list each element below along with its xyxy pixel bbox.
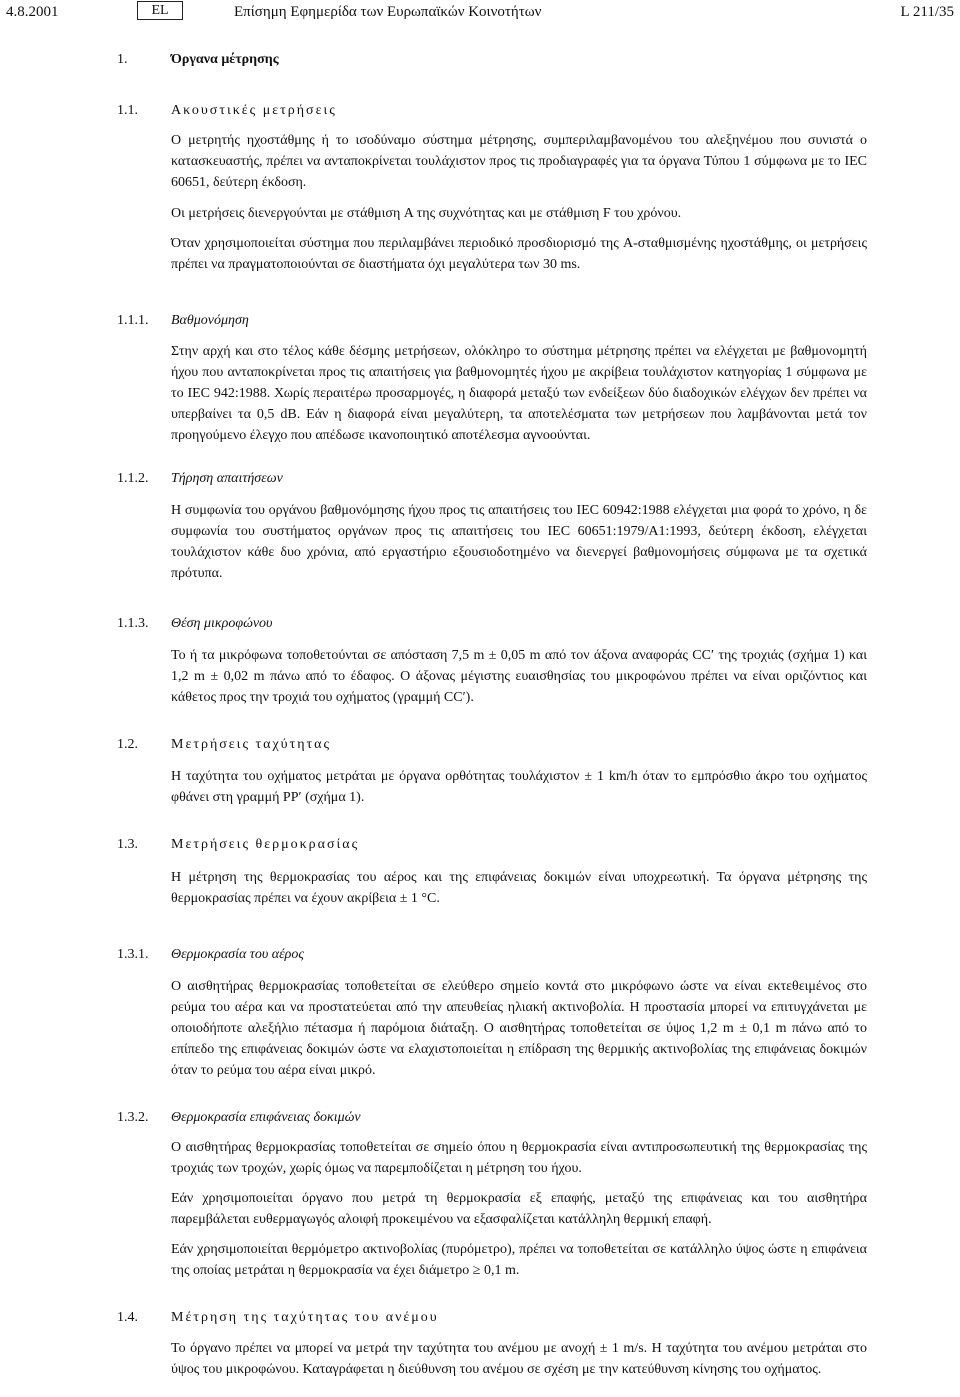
section-number: 1.3. bbox=[117, 837, 138, 852]
section-title: Βαθμονόμηση bbox=[171, 313, 249, 328]
paragraph: Η μέτρηση της θερμοκρασίας του αέρος και της επιφάνειας δοκιμών είναι υποχρεωτική. Τα όργανα μέτρησης της θερμοκρασίας πρέπει να έχουν ακρίβεια ± 1 °C. bbox=[171, 870, 867, 906]
paragraph: Ο μετρητής ηχοστάθμης ή το ισοδύναμο σύστημα μέτρησης, συμπεριλαμβανομένου του αλεξηνέμου που συνιστά ο κατασκευαστής, πρέπει να ανταποκρίνεται τουλάχιστον προς τις προδιαγραφές για τα όργανα Τύπου 1 σύμφωνα με το IEC 60651, δεύτερη έκδοση. bbox=[171, 133, 867, 190]
paragraph: Όταν χρησιμοποιείται σύστημα που περιλαμβάνει περιοδικό προσδιορισμό της A-σταθμισμένης ηχοστάθμης, οι μετρήσεις πρέπει να πραγματοποιούνται σε διαστήματα όχι μεγαλύτερα των 30 ms. bbox=[171, 236, 867, 272]
section-number: 1.4. bbox=[117, 1310, 138, 1325]
section-title: Θέση μικροφώνου bbox=[171, 616, 273, 631]
section-title: Ακουστικές μετρήσεις bbox=[171, 103, 337, 118]
header-page-ref: L 211/35 bbox=[900, 4, 954, 20]
section-title: Μετρήσεις ταχύτητας bbox=[171, 737, 332, 752]
section-title: Μετρήσεις θερμοκρασίας bbox=[171, 837, 360, 852]
section-title: Θερμοκρασία του αέρος bbox=[171, 947, 305, 962]
section-number: 1.1.2. bbox=[117, 471, 149, 486]
paragraph: Το όργανο πρέπει να μπορεί να μετρά την ταχύτητα του ανέμου με ανοχή ± 1 m/s. Η ταχύτητα του ανέμου μετράται στο ύψος του μικροφώνου. Καταγράφεται η διεύθυνση του ανέμου σε σχέση με την κατεύθυνση κίνησης του οχήματος. bbox=[171, 1341, 867, 1377]
section-title: Όργανα μέτρησης bbox=[171, 52, 279, 67]
page-header bbox=[0, 0, 960, 24]
paragraph: Εάν χρησιμοποιείται όργανο που μετρά τη θερμοκρασία εξ επαφής, μεταξύ της επιφάνειας και του αισθητήρα παρεμβάλεται ευθερμαγωγός αλοιφή προκειμένου να εξασφαλίζεται κατάλληλη θερμική επαφή. bbox=[171, 1191, 867, 1227]
paragraph: Η συμφωνία του οργάνου βαθμονόμησης ήχου προς τις απαιτήσεις του IEC 60942:1988 ελέγχεται μια φορά το χρόνο, η δε συμφωνία του συστήματος οργάνων προς τις απαιτήσεις του IEC 60651:1979/A1:1993, δεύτερη έκδοση, ελέγχεται τουλάχιστον κάθε δυο χρόνια, από εργαστήριο εξουσιοδοτημένο να διενεργεί βαθμονομήσεις σύμφωνα με τα σχετικά πρότυπα. bbox=[171, 503, 867, 581]
section-title: Τήρηση απαιτήσεων bbox=[171, 471, 283, 486]
section-number: 1.1.3. bbox=[117, 616, 149, 631]
paragraph: Ο αισθητήρας θερμοκρασίας τοποθετείται σε σημείο όπου η θερμοκρασία είναι αντιπροσωπευτική της θερμοκρασίας της τροχιάς των τροχών, χωρίς όμως να παρεμποδίζεται η μέτρηση του ήχου. bbox=[171, 1140, 867, 1176]
header-journal-title: Επίσημη Εφημερίδα των Ευρωπαϊκών Κοινοτήτων bbox=[234, 4, 542, 20]
paragraph: Το ή τα μικρόφωνα τοποθετούνται σε απόσταση 7,5 m ± 0,05 m από τον άξονα αναφοράς CC′ της τροχιάς (σχήμα 1) και 1,2 m ± 0,02 m πάνω από το έδαφος. Ο άξονας μέγιστης ευαισθησίας του μικροφώνου πρέπει να είναι οριζόντιος και κάθετος προς την τροχιά του οχήματος (γραμμή CC′). bbox=[171, 648, 867, 705]
section-number: 1.3.1. bbox=[117, 947, 149, 962]
section-title: Μέτρηση της ταχύτητας του ανέμου bbox=[171, 1310, 439, 1325]
paragraph: Ο αισθητήρας θερμοκρασίας τοποθετείται σε ελεύθερο σημείο κοντά στο μικρόφωνο ώστε να είναι εκτεθειμένος στο ρεύμα του αέρα και να προστατεύεται από την απευθείας ηλιακή ακτινοβολία. Η προστασία μπορεί να επιτυγχάνεται με οποιοδήποτε αλεξήλιο πέτασμα ή παρόμοια διάταξη. Ο αισθητήρας τοποθετείται σε ύψος 1,2 m ± 0,1 m πάνω από το επίπεδο της επιφάνειας δοκιμών ώστε να ελαχιστοποιείται η επίδραση της θερμικής ακτινοβολίας της επιφάνειας δοκιμών όταν το ρεύμα του αέρα είναι μικρό. bbox=[171, 979, 867, 1078]
section-number: 1.1. bbox=[117, 103, 138, 118]
paragraph: Οι μετρήσεις διενεργούνται με στάθμιση A της συχνότητας και με στάθμιση F του χρόνου. bbox=[171, 206, 682, 221]
paragraph: Η ταχύτητα του οχήματος μετράται με όργανα ορθότητας τουλάχιστον ± 1 km/h όταν το εμπρόσθιο άκρο του οχήματος φθάνει στη γραμμή PP′ (σχήμα 1). bbox=[171, 769, 867, 805]
section-title: Θερμοκρασία επιφάνειας δοκιμών bbox=[171, 1110, 361, 1125]
section-number: 1.1.1. bbox=[117, 313, 149, 328]
section-number: 1. bbox=[117, 52, 128, 67]
header-date: 4.8.2001 bbox=[6, 4, 59, 20]
section-number: 1.2. bbox=[117, 737, 138, 752]
paragraph: Εάν χρησιμοποιείται θερμόμετρο ακτινοβολίας (πυρόμετρο), πρέπει να τοποθετείται σε κατάλληλο ύψος ώστε η επιφάνεια της οποίας μετράται η θερμοκρασία να έχει διάμετρο ≥ 0,1 m. bbox=[171, 1242, 867, 1278]
section-number: 1.3.2. bbox=[117, 1110, 149, 1125]
paragraph: Στην αρχή και στο τέλος κάθε δέσμης μετρήσεων, ολόκληρο το σύστημα μέτρησης πρέπει να ελέγχεται με βαθμονομητή ήχου που ανταποκρίνεται προς τις απαιτήσεις για βαθμονομητές ήχου με ακρίβεια τουλάχιστον κατηγορίας 1 σύμφωνα με το IEC 942:1988. Χωρίς περαιτέρω προσαρμογές, η διαφορά μεταξύ των ενδείξεων δύο διαδοχικών ελέγχων δεν πρέπει να υπερβαίνει τα 0,5 dB. Εάν η διαφορά είναι μεγαλύτερη, τα αποτελέσματα των μετρήσεων που λαμβάνονται μετά τον προηγούμενο έλεγχο που απέδωσε ικανοποιητικό αποτέλεσμα αγνοούνται. bbox=[171, 344, 867, 443]
header-language-box: EL bbox=[137, 1, 183, 20]
